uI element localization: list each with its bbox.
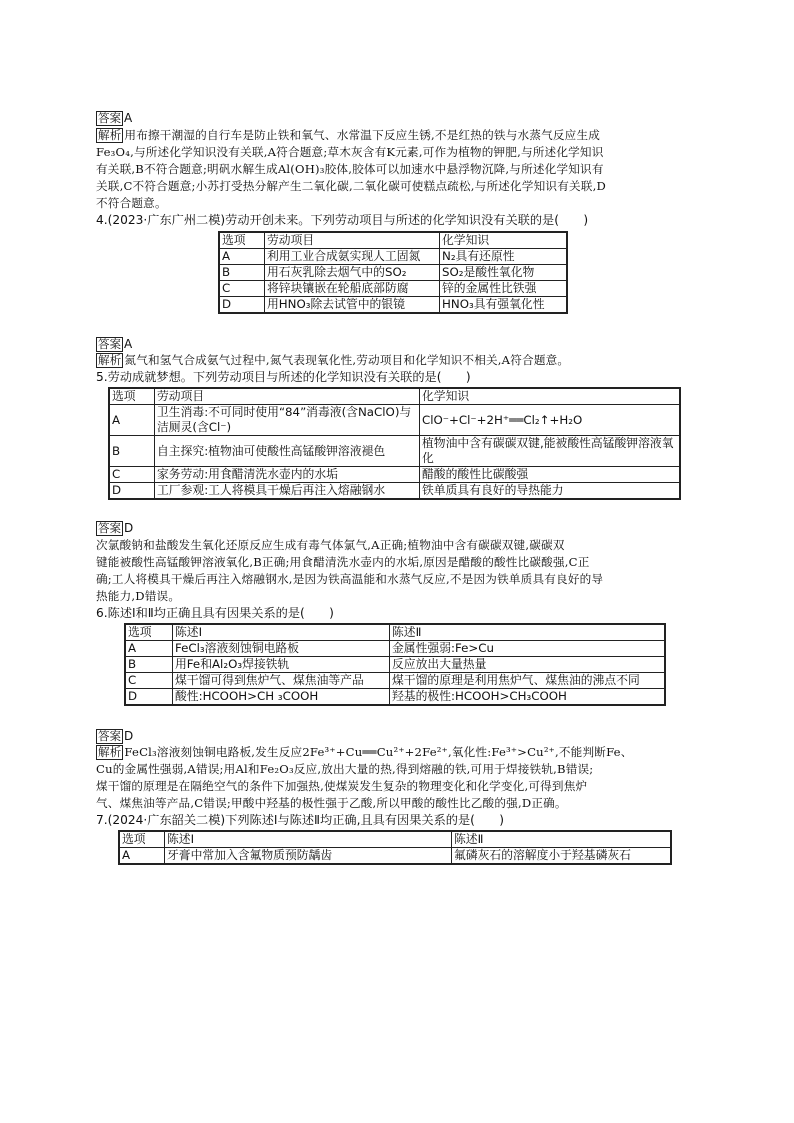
explanation-text — [96, 127, 700, 212]
table-row — [109, 467, 680, 483]
table-cell: D — [109, 483, 155, 500]
table-cell: 自主探究:植物油可使酸性高锰酸钾溶液褪色 — [155, 436, 420, 467]
table-cell: C — [109, 467, 155, 483]
explain-tag: 解析 — [98, 127, 122, 142]
table-header-cell: 选项 — [219, 232, 265, 249]
table-cell: HNO₃具有强氧化性 — [440, 296, 568, 313]
explain-tag: 解析 — [98, 353, 122, 367]
table-cell: 锌的金属性比铁强 — [440, 280, 568, 296]
explain-line: 键能被酸性高锰酸钾溶液氧化,B正确;用食醋清洗水壶内的水垢,原因是醋酸的酸性比碳酸强,C正 — [96, 554, 590, 569]
spacer — [96, 706, 700, 728]
spacer — [96, 314, 700, 336]
table-row — [125, 656, 665, 672]
table-cell: A — [219, 248, 265, 264]
table-cell: N₂具有还原性 — [440, 248, 568, 264]
table-header-cell: 陈述Ⅱ — [390, 624, 666, 641]
explain-line: 次氯酸钠和盐酸发生氧化还原反应生成有毒气体氯气,A正确;植物油中含有碳碳双键,碳碳双 — [96, 537, 565, 552]
explain-line: 不符合题意。 — [96, 195, 167, 210]
table-header-row — [219, 232, 567, 249]
question-5-stem: 5.劳动成就梦想。下列劳动项目与所述的化学知识没有关联的是( ) — [96, 370, 471, 384]
question-4-table — [218, 231, 568, 314]
table-cell: A — [109, 405, 155, 436]
answer-block-2 — [96, 336, 700, 370]
table-cell: B — [109, 436, 155, 467]
table-cell: A — [119, 848, 165, 865]
table-cell: 氟磷灰石的溶解度小于羟基磷灰石 — [452, 848, 672, 865]
table-header-cell: 选项 — [125, 624, 173, 641]
table-cell: D — [125, 688, 173, 705]
table-cell: 工厂参观:工人将模具干燥后再注入熔融钢水 — [155, 483, 420, 500]
table-row — [219, 248, 567, 264]
table-cell: 煤干馏可得到焦炉气、煤焦油等产品 — [173, 672, 390, 688]
question-5-table — [108, 387, 681, 500]
table-cell: D — [219, 296, 265, 313]
table-row — [109, 405, 680, 436]
table-cell: 酸性:HCOOH>CH ₃COOH — [173, 688, 390, 705]
table-cell: 羟基的极性:HCOOH>CH₃COOH — [390, 688, 666, 705]
explain-line: 热能力,D错误。 — [96, 588, 181, 603]
question-4-stem: 4.(2023·广东广州二模)劳动开创未来。下列劳动项目与所述的化学知识没有关联的是( ) — [96, 212, 589, 227]
explain-tag: 解析 — [98, 745, 122, 759]
table-cell: 反应放出大量热量 — [390, 656, 666, 672]
table-cell: B — [219, 264, 265, 280]
table-row — [125, 688, 665, 705]
document-page — [96, 110, 700, 865]
table-row — [125, 640, 665, 656]
table-header-cell: 化学知识 — [420, 388, 681, 405]
table-cell: 家务劳动:用食醋清洗水壶内的水垢 — [155, 467, 420, 483]
table-header-cell: 劳动项目 — [265, 232, 440, 249]
table-cell: 醋酸的酸性比碳酸强 — [420, 467, 681, 483]
table-header-row — [109, 388, 680, 405]
table-cell: FeCl₃溶液刻蚀铜电路板 — [173, 640, 390, 656]
table-header-cell: 选项 — [119, 831, 165, 848]
explanation-text — [96, 537, 700, 605]
answer-value: A — [124, 111, 133, 125]
table-row — [219, 296, 567, 313]
answer-tag: 答案 — [98, 336, 121, 351]
table-cell: 牙膏中常加入含氟物质预防龋齿 — [165, 848, 452, 865]
table-cell: 铁单质具有良好的导热能力 — [420, 483, 681, 500]
answer-tag: 答案 — [98, 728, 121, 743]
table-row — [125, 672, 665, 688]
table-cell: C — [219, 280, 265, 296]
table-cell: 用Fe和Al₂O₃焊接铁轨 — [173, 656, 390, 672]
explain-line: 关联,C不符合题意;小苏打受热分解产生二氧化碳,二氧化碳可使糕点疏松,与所述化学知识有关联,D — [96, 178, 606, 193]
table-header-cell: 劳动项目 — [155, 388, 420, 405]
explain-line: 气、煤焦油等产品,C错误;甲酸中羟基的极性强于乙酸,所以甲酸的酸性比乙酸的强,D正确。 — [96, 796, 567, 810]
table-header-cell: 化学知识 — [440, 232, 568, 249]
table-row — [219, 280, 567, 296]
table-cell: 利用工业合成氨实现人工固氮 — [265, 248, 440, 264]
explain-line: 用布擦干潮湿的自行车是防止铁和氧气、水常温下反应生锈,不是红热的铁与水蒸气反应生成 — [124, 127, 601, 142]
table-cell: 用石灰乳除去烟气中的SO₂ — [265, 264, 440, 280]
table-row — [119, 848, 671, 865]
answer-block-1 — [96, 110, 700, 212]
answer-value: A — [124, 336, 133, 351]
table-cell: ClO⁻+Cl⁻+2H⁺══Cl₂↑+H₂O — [420, 405, 681, 436]
question-7-table — [118, 830, 672, 865]
table-cell: 卫生消毒:不可同时使用“84”消毒液(含NaClO)与洁厕灵(含Cl⁻) — [155, 405, 420, 436]
explain-line: Fe₃O₄,与所述化学知识没有关联,A符合题意;草木灰含有K元素,可作为植物的钾肥,与所述化学知识 — [96, 144, 604, 159]
table-header-row — [119, 831, 671, 848]
table-cell: C — [125, 672, 173, 688]
table-cell: 将锌块镶嵌在轮船底部防腐 — [265, 280, 440, 296]
table-header-row — [125, 624, 665, 641]
explanation-text — [96, 744, 700, 812]
explain-line: 有关联,B不符合题意;明矾水解生成Al(OH)₃胶体,胶体可以加速水中悬浮物沉降,与所述化学知识有 — [96, 161, 604, 176]
question-6-stem: 6.陈述Ⅰ和Ⅱ均正确且具有因果关系的是( ) — [96, 605, 334, 620]
answer-block-4 — [96, 728, 700, 813]
explain-line: 确;工人将模具干燥后再注入熔融钢水,是因为铁高温能和水蒸气反应,不是因为铁单质具有良好的导 — [96, 571, 604, 586]
answer-value: D — [124, 521, 134, 535]
question-7-stem: 7.(2024·广东韶关二模)下列陈述Ⅰ与陈述Ⅱ均正确,且具有因果关系的是( ) — [96, 813, 505, 827]
explain-line: 煤干馏的原理是在隔绝空气的条件下加强热,使煤炭发生复杂的物理变化和化学变化,可得到焦炉 — [96, 779, 588, 793]
explain-line: 氮气和氢气合成氨气过程中,氮气表现氧化性,劳动项目和化学知识不相关,A符合题意。 — [124, 353, 570, 367]
table-header-cell: 陈述Ⅰ — [165, 831, 452, 848]
explain-line: Cu的金属性强弱,A错误;用Al和Fe₂O₃反应,放出大量的热,得到熔融的铁,可用于焊接铁轨,B错误; — [96, 762, 594, 776]
table-cell: SO₂是酸性氧化物 — [440, 264, 568, 280]
table-cell: 用HNO₃除去试管中的银镜 — [265, 296, 440, 313]
table-cell: B — [125, 656, 173, 672]
table-header-cell: 陈述Ⅰ — [173, 624, 390, 641]
table-row — [109, 483, 680, 500]
table-header-cell: 陈述Ⅱ — [452, 831, 672, 848]
table-cell: 植物油中含有碳碳双键,能被酸性高锰酸钾溶液氧化 — [420, 436, 681, 467]
explain-line: FeCl₃溶液刻蚀铜电路板,发生反应2Fe³⁺+Cu══Cu²⁺+2Fe²⁺,氧化性:Fe³⁺>Cu²⁺,不能判断Fe、 — [124, 745, 633, 759]
table-cell: A — [125, 640, 173, 656]
answer-value: D — [124, 728, 134, 743]
question-6-table — [124, 623, 666, 706]
table-cell: 金属性强弱:Fe>Cu — [390, 640, 666, 656]
spacer — [96, 500, 700, 520]
table-cell: 煤干馏的原理是利用焦炉气、煤焦油的沸点不同 — [390, 672, 666, 688]
answer-block-3 — [96, 520, 700, 605]
table-row — [109, 436, 680, 467]
answer-tag: 答案 — [98, 111, 121, 125]
table-header-cell: 选项 — [109, 388, 155, 405]
answer-tag: 答案 — [98, 521, 121, 535]
table-row — [219, 264, 567, 280]
